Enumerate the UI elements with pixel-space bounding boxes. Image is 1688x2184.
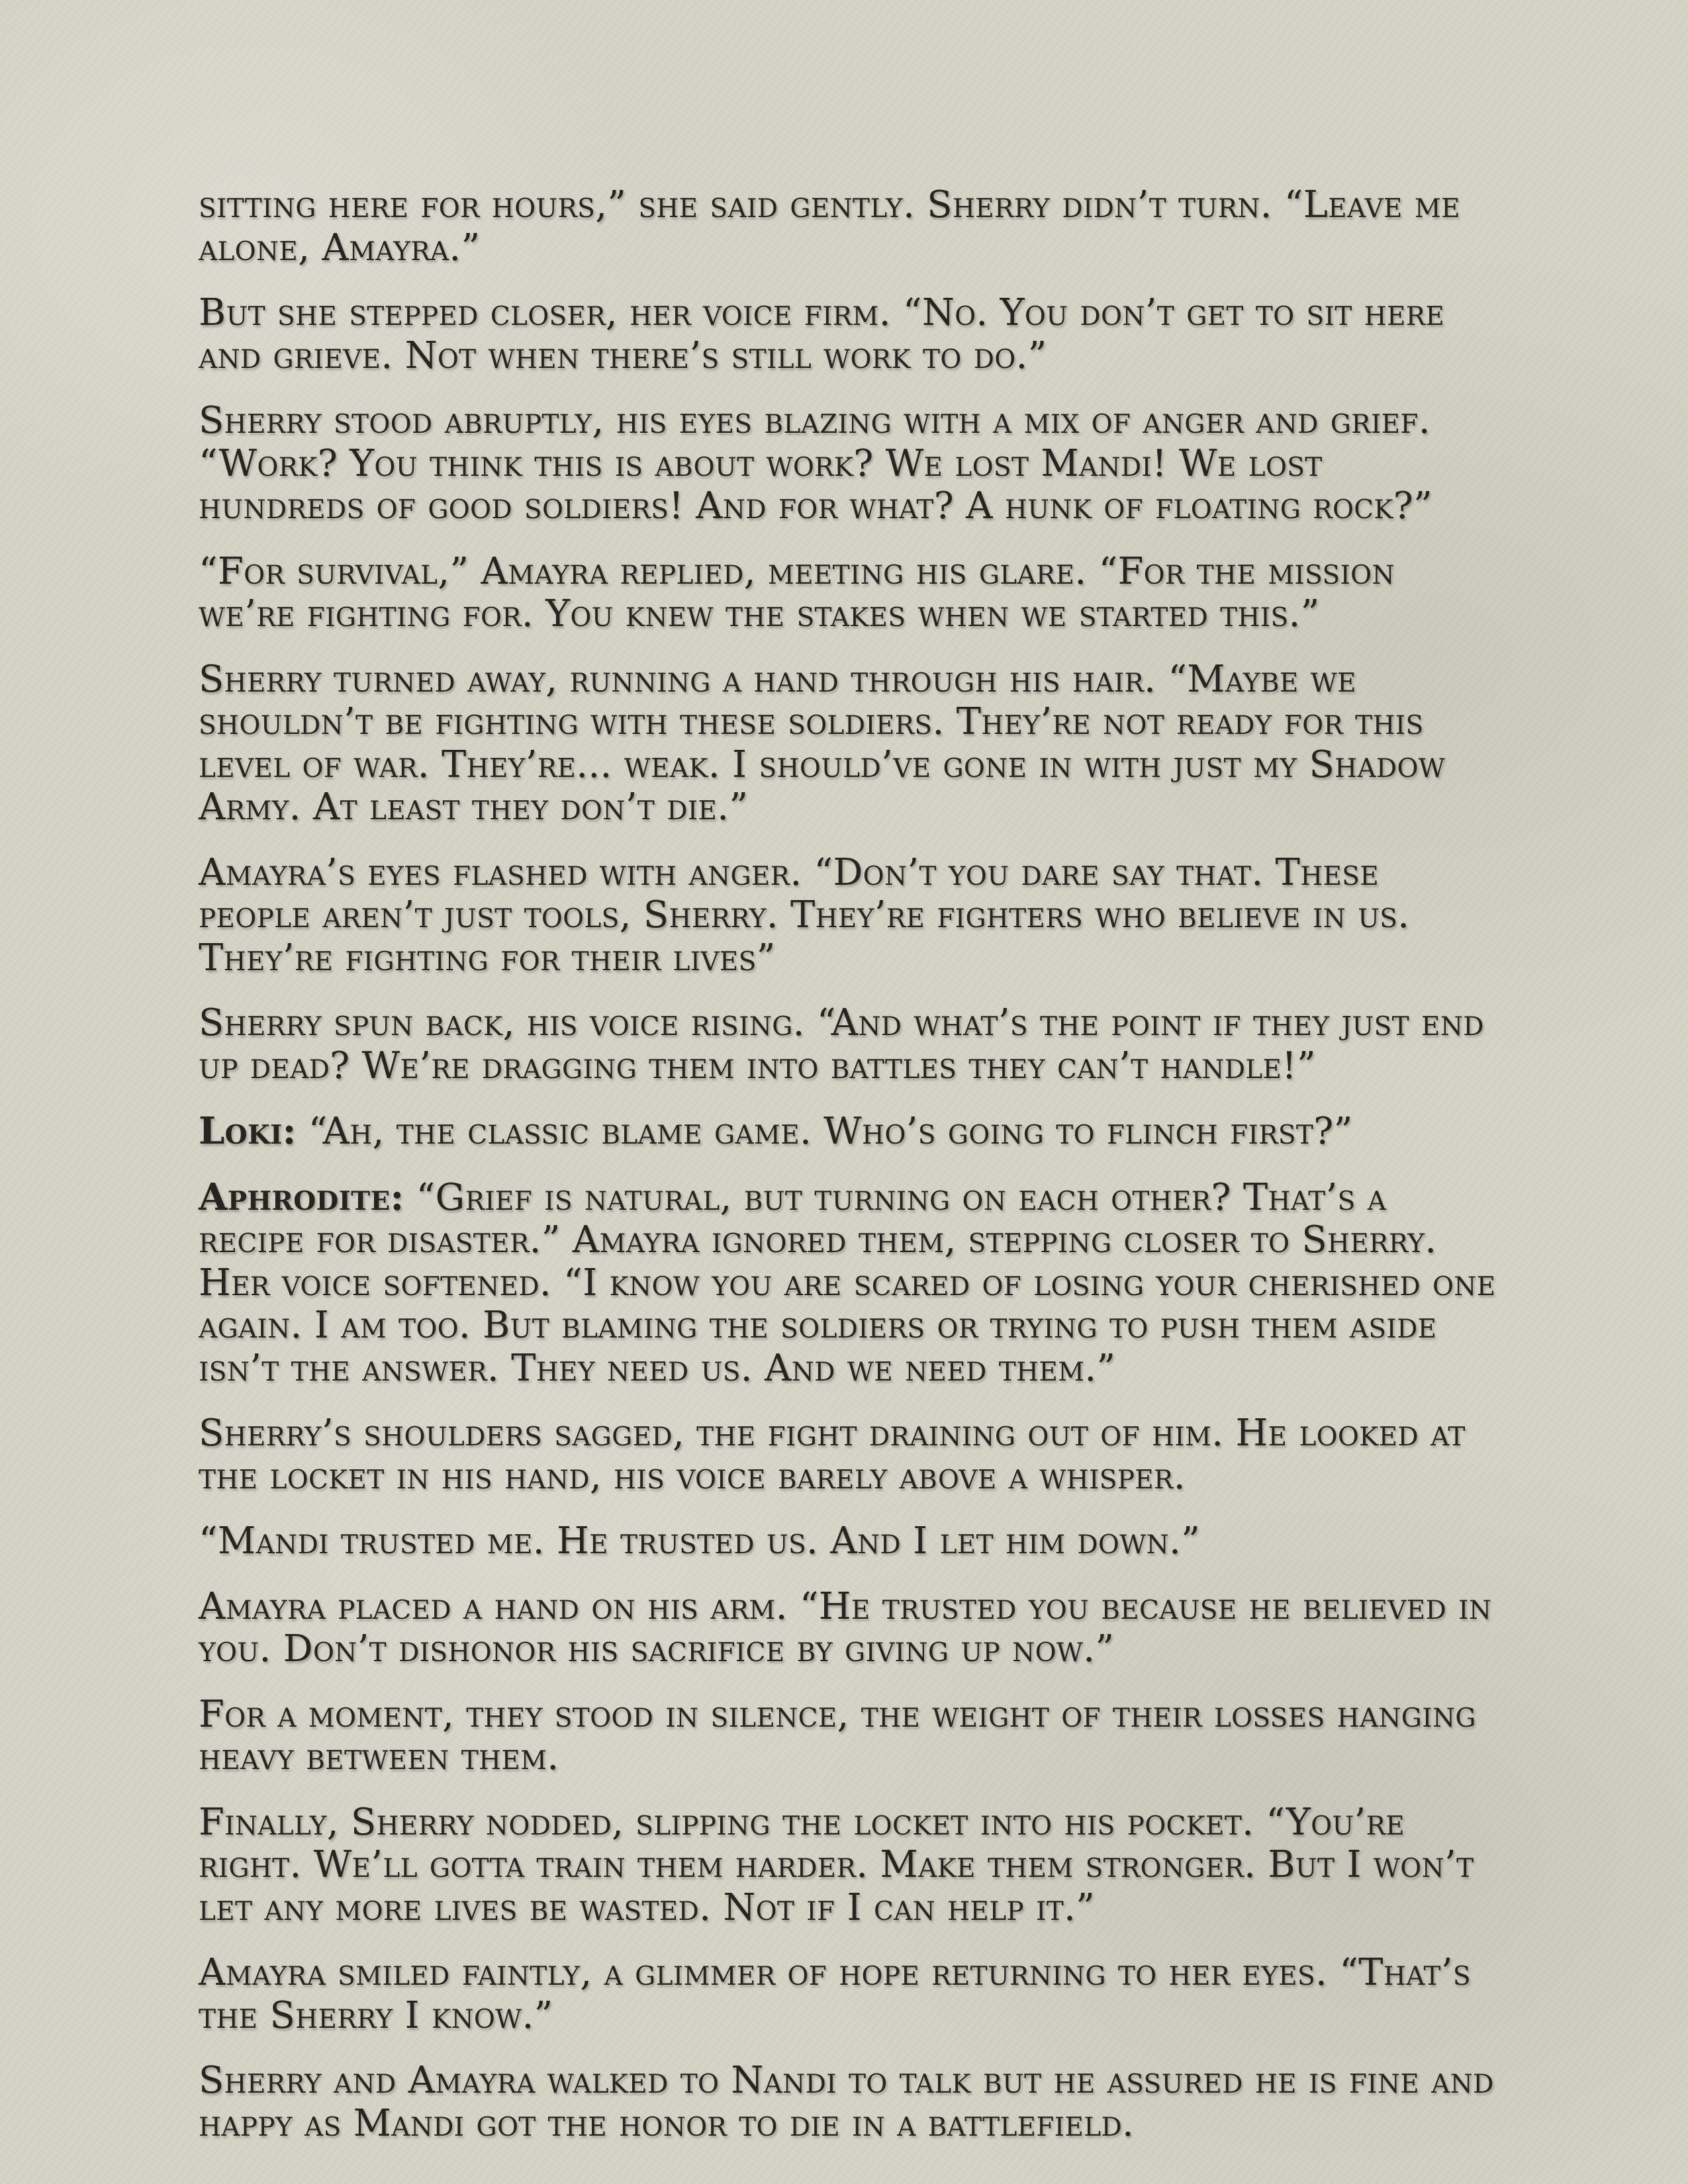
paragraph-text: Finally, Sherry nodded, slipping the locket into his pocket. “You’re right. We’ll gotta train them harder. Make them stronger. But I won’t let any more lives be wasted. Not if I can help it.” bbox=[199, 1800, 1474, 1929]
paragraph-text: Sherry spun back, his voice rising. “And what’s the point if they just end up dead? We’re dragging them into battles they can’t handle!” bbox=[199, 1001, 1484, 1087]
paragraph bbox=[199, 1694, 1496, 1779]
paragraph bbox=[199, 659, 1496, 829]
speaker-label: Aphrodite: bbox=[199, 1175, 404, 1219]
paragraph-text: For a moment, they stood in silence, the weight of their losses hanging heavy between them. bbox=[199, 1692, 1476, 1778]
paragraph bbox=[199, 1952, 1496, 2037]
paragraph-text: Amayra’s eyes flashed with anger. “Don’t you dare say that. These people aren’t just tools, Sherry. They’re fighters who believe in us. They’re fighting for their lives” bbox=[199, 850, 1410, 979]
paragraph-text: But she stepped closer, her voice firm. “No. You don’t get to sit here and grieve. Not when there’s still work to do.” bbox=[199, 291, 1445, 377]
paragraph bbox=[199, 1520, 1496, 1563]
paragraph-text: sitting here for hours,” she said gently. Sherry didn’t turn. “Leave me alone, Amayra.” bbox=[199, 183, 1460, 269]
paragraph bbox=[199, 400, 1496, 528]
paragraph bbox=[199, 1110, 1496, 1154]
paragraph-text: Amayra smiled faintly, a glimmer of hope returning to her eyes. “That’s the Sherry I know.” bbox=[199, 1951, 1471, 2037]
paragraph bbox=[199, 1412, 1496, 1498]
paragraph bbox=[199, 1002, 1496, 1087]
paragraph bbox=[199, 184, 1496, 269]
paragraph bbox=[199, 292, 1496, 377]
paragraph bbox=[199, 2060, 1496, 2145]
paragraph bbox=[199, 1176, 1496, 1390]
document-page bbox=[199, 184, 1496, 2167]
paragraph-text: Amayra placed a hand on his arm. “He trusted you because he believed in you. Don’t dishonor his sacrifice by giving up now.” bbox=[199, 1584, 1492, 1670]
paragraph-text: Sherry turned away, running a hand through his hair. “Maybe we shouldn’t be fighting with these soldiers. They’re not ready for this level of war. They’re... weak. I should’ve gone in with just my Shadow Army. At least they don’t die.” bbox=[199, 657, 1446, 829]
paragraph bbox=[199, 551, 1496, 636]
paragraph-text: “Grief is natural, but turning on each other? That’s a recipe for disaster.” Amayra ignored them, stepping closer to Sherry. Her voice softened. “I know you are scared of losing your cherished one again. I am too. But blaming the soldiers or trying to push them aside isn’t the answer. They need us. And we need them.” bbox=[199, 1175, 1496, 1390]
paragraph bbox=[199, 1801, 1496, 1930]
paragraph-text: Sherry and Amayra walked to Nandi to talk but he assured he is fine and happy as Mandi got the honor to die in a battlefield. bbox=[199, 2059, 1494, 2145]
speaker-label: Loki: bbox=[199, 1109, 297, 1153]
paragraph-text: “Mandi trusted me. He trusted us. And I let him down.” bbox=[199, 1520, 1201, 1563]
paragraph bbox=[199, 1586, 1496, 1671]
paragraph-text: “For survival,” Amayra replied, meeting his glare. “For the mission we’re fighting for. You knew the stakes when we started this.” bbox=[199, 549, 1395, 635]
paragraph-text: Sherry stood abruptly, his eyes blazing with a mix of anger and grief. “Work? You think this is about work? We lost Mandi! We lost hundreds of good soldiers! And for what? A hunk of floating rock?” bbox=[199, 399, 1433, 527]
paragraph-text: Sherry’s shoulders sagged, the fight draining out of him. He looked at the locket in his hand, his voice barely above a whisper. bbox=[199, 1412, 1466, 1498]
paragraph-text: “Ah, the classic blame game. Who’s going to flinch first?” bbox=[296, 1110, 1353, 1153]
paragraph bbox=[199, 852, 1496, 980]
